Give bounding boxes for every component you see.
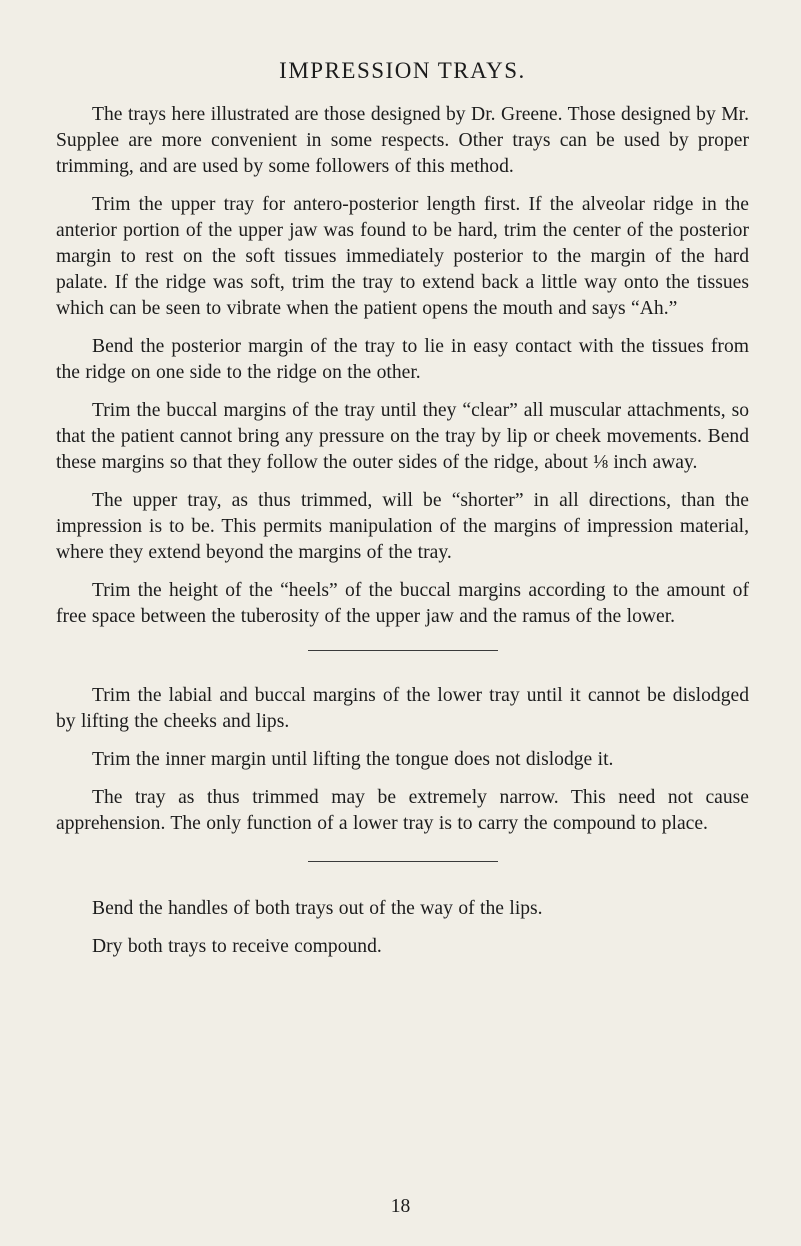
section-upper-tray	[56, 102, 749, 630]
paragraph: Trim the upper tray for antero-posterior length first. If the alveolar ridge in the anterior portion of the upper jaw was found to be hard, trim the center of the posterior margin to rest on the soft tissues immediately posterior to the margin of the hard palate. If the ridge was soft, trim the tray to extend back a little way onto the tissues which can be seen to vibrate when the patient opens the mouth and says “Ah.”	[56, 194, 749, 319]
paragraph: The tray as thus trimmed may be extremely narrow. This need not cause apprehension. The only function of a lower tray is to carry the compound to place.	[56, 787, 749, 834]
section-divider	[308, 861, 498, 862]
paragraph: The upper tray, as thus trimmed, will be “shorter” in all directions, than the impression is to be. This permits manipulation of the margins of impression material, where they extend beyond the margins of the tray.	[56, 490, 749, 563]
paragraph: Trim the labial and buccal margins of the lower tray until it cannot be dislodged by lifting the cheeks and lips.	[56, 685, 749, 732]
section-both-trays	[56, 896, 749, 960]
paragraph: Dry both trays to receive compound.	[92, 936, 382, 957]
paragraph: The trays here illustrated are those designed by Dr. Greene. Those designed by Mr. Supplee are more convenient in some respects. Other trays can be used by proper trimming, and are used by some followers of this method.	[56, 104, 749, 177]
section-lower-tray	[56, 683, 749, 837]
running-head: IMPRESSION TRAYS.	[279, 58, 526, 83]
page-number: 18	[390, 1196, 411, 1217]
paragraph: Trim the height of the “heels” of the buccal margins according to the amount of free space between the tuberosity of the upper jaw and the ramus of the lower.	[56, 580, 749, 627]
section-divider	[308, 650, 498, 651]
paragraph: Trim the inner margin until lifting the tongue does not dislodge it.	[92, 749, 614, 770]
paragraph: Bend the handles of both trays out of the way of the lips.	[92, 898, 543, 919]
paragraph: Trim the buccal margins of the tray until they “clear” all muscular attachments, so that the patient cannot bring any pressure on the tray by lip or cheek movements. Bend these margins so that they follow the outer sides of the ridge, about ⅛ inch away.	[56, 400, 749, 473]
paragraph: Bend the posterior margin of the tray to lie in easy contact with the tissues from the ridge on one side to the ridge on the other.	[56, 336, 749, 383]
